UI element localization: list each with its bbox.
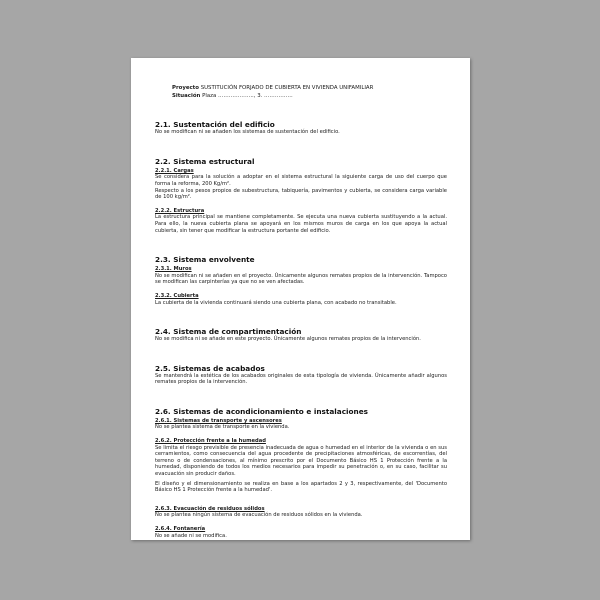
section-2-2-2-title: 2.2.2. Estructura [155, 207, 205, 214]
section-2-2-1-title: 2.2.1. Cargas [155, 167, 194, 174]
section-2-6-1-title: 2.6.1. Sistemas de transporte y ascensores [155, 417, 282, 424]
section-2-6-1-text: No se plantea sistema de transporte en la vivienda. [155, 424, 290, 431]
section-2-1-title: 2.1. Sustentación del edificio [155, 120, 275, 130]
section-2-6-3-title: 2.6.3. Evacuación de residuos sólidos [155, 505, 265, 512]
section-2-6-2-text: Se limita el riesgo previsible de presencia inadecuada de agua o humedad en el interior de la vivienda o en sus cerramientos, como consecuencia del agua procedente de precipitaciones atmosféricas, de escorrentías, del terreno o de condensaciones, al mínimo prescrito por el Documento Básico HS 1 Protección frente a la humedad, disponiendo de todos los medios necesarios para impedir su penetración o, en su caso, facilitar su evacuación sin producir daños. [155, 444, 447, 478]
section-2-3-title: 2.3. Sistema envolvente [155, 255, 255, 265]
section-2-5-text: Se mantendrá la estética de los acabados originales de esta tipología de vivienda. Únicamente añadir algunos remates propios de la intervención. [155, 372, 447, 386]
section-2-6-2-title: 2.6.2. Protección frente a la humedad [155, 438, 266, 445]
section-2-6-4-text: No se añade ni se modifica. [155, 532, 227, 539]
section-2-2-1-text: Se considera para la solución a adoptar en el sistema estructural la siguiente carga de uso del cuerpo que forma la reforma, 200 Kg/m². [155, 174, 447, 187]
section-2-3-1-title: 2.3.1. Muros [155, 266, 192, 273]
section-2-6-4-title: 2.6.4. Fontanería [155, 526, 206, 532]
header-situacion-line [172, 93, 447, 101]
section-2-3-2-text: La cubierta de la vivienda continuará siendo una cubierta plana, con acabado no transitable. [155, 299, 397, 306]
section-2-6-2-text-2: El diseño y el dimensionamiento se realiza en base a los apartados 2 y 3, respectivamente, del 'Documento Básico HS 1 Protección frente a la humedad'. [155, 480, 447, 494]
section-2-6-title: 2.6. Sistemas de acondicionamiento e instalaciones [155, 406, 369, 416]
section-2-4-title: 2.4. Sistema de compartimentación [155, 327, 302, 337]
section-2-3-2-title: 2.3.2. Cubierta [155, 292, 199, 299]
section-2-6-3-text: No se plantea ningún sistema de evacuación de residuos sólidos en la vivienda. [155, 512, 363, 519]
document-header [155, 85, 447, 100]
section-2-5-title: 2.5. Sistemas de acabados [155, 363, 265, 373]
section-2-2-1-text-2: Respecto a los pesos propios de subestructura, tabiquería, pavimentos y cubierta, se considera carga variable de 100 kg/m². [155, 187, 447, 201]
situacion-label: Situación [172, 92, 201, 99]
section-2-2-title: 2.2. Sistema estructural [155, 156, 255, 166]
situacion-value: Plaza ……………….., 3. ……………. [202, 92, 293, 99]
document-page [131, 58, 470, 540]
section-2-2-2-text: La estructura principal se mantiene completamente. Se ejecuta una nueva cubierta sustituyendo a la actual. Para ello, la nueva cubierta plana se apoyará en los mismos muros de carga en los que apoya la actual cubierta, sin tener que modificar la estructura portante del edificio. [155, 214, 447, 234]
section-2-1-text: No se modifican ni se añaden los sistemas de sustentación del edificio. [155, 129, 340, 136]
section-2-4-text: No se modifica ni se añade en este proyecto. Únicamente algunos remates propios de la intervención. [155, 336, 421, 343]
section-2-3-1-text: No se modifican ni se añaden en el proyecto. Únicamente algunos remates propios de la intervención. Tampoco se modifican las carpinterías ya que no se ven afectadas. [155, 272, 447, 286]
proyecto-value: SUSTITUCIÓN FORJADO DE CUBIERTA EN VIVIENDA UNIFAMILIAR [200, 85, 374, 91]
proyecto-label: Proyecto [172, 85, 199, 91]
header-proyecto-line [172, 85, 447, 93]
